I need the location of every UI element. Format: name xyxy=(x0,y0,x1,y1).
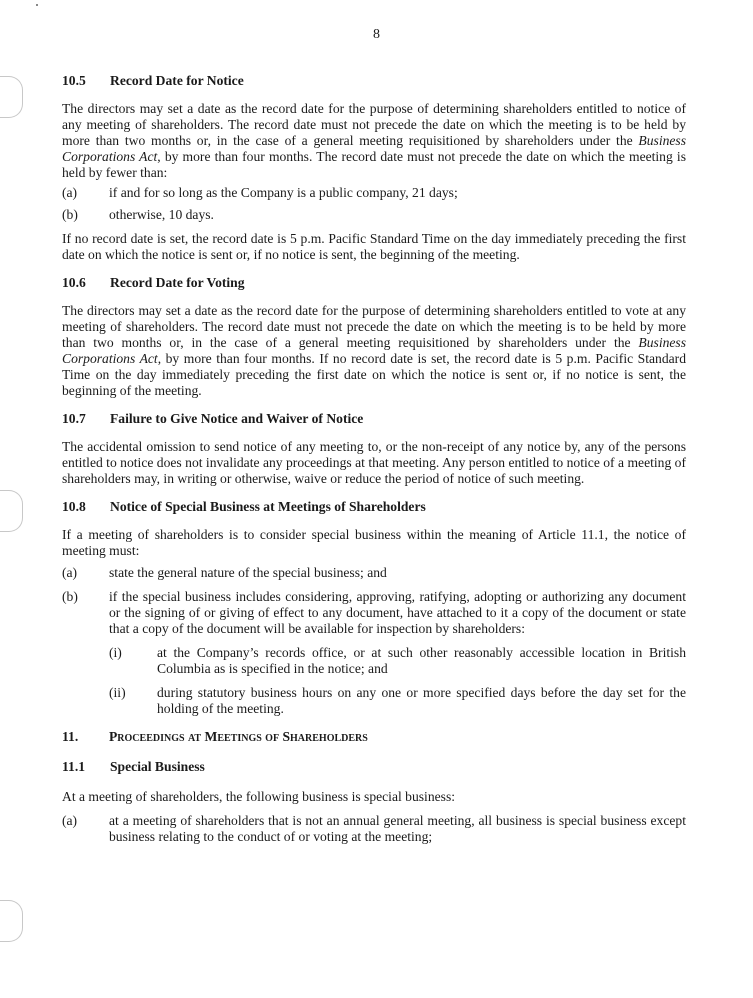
list-label: (b) xyxy=(62,589,78,604)
paragraph xyxy=(62,101,686,181)
section-number: 11.1 xyxy=(62,759,86,774)
article-title: Proceedings at Meetings of Shareholders xyxy=(109,729,368,744)
section-title: Special Business xyxy=(110,759,205,774)
list-item xyxy=(62,207,686,223)
binder-hole-mark xyxy=(0,900,23,942)
scan-speck xyxy=(36,4,38,6)
section-number: 10.7 xyxy=(62,411,86,426)
section-heading-10-6 xyxy=(62,275,686,293)
list-item xyxy=(62,185,686,201)
paragraph-text: , by more than four months. If no record date is set, the record date is 5 p.m. Pacific Standard Time on the day immediately preceding the first date on which the notice is sent or, if no notice is sent, the beginning of the meeting. xyxy=(62,351,686,398)
section-title: Record Date for Notice xyxy=(110,73,244,88)
list-label: (a) xyxy=(62,185,78,200)
list-text: if and for so long as the Company is a public company, 21 days; xyxy=(109,185,458,200)
list-item xyxy=(62,813,686,845)
section-heading-10-7 xyxy=(62,411,686,429)
paragraph-text: The directors may set a date as the record date for the purpose of determining shareholders entitled to vote at any meeting of shareholders. The record date must not precede the date on which the meeting is to be held by more than two months or, in the case of a general meeting requisitioned by shareholders under the xyxy=(62,303,686,350)
section-number: 10.5 xyxy=(62,73,86,88)
list-text: if the special business includes considering, approving, ratifying, adopting or authorizing any document or the signing of or giving of effect to any document, have attached to it a copy of the document or state that a copy of the document will be available for inspection by shareholders: xyxy=(109,589,686,636)
page-number: 8 xyxy=(373,27,380,42)
paragraph-text: , by more than four months. The record date must not precede the date on which the meeting is held by fewer than: xyxy=(62,149,686,180)
paragraph: The accidental omission to send notice of any meeting to, or the non-receipt of any notice by, any of the persons entitled to notice does not invalidate any proceedings at that meeting. Any person entitled to notice of a meeting of shareholders may, in writing or otherwise, waive or reduce the period of notice of such meeting. xyxy=(62,439,686,486)
paragraph: At a meeting of shareholders, the following business is special business: xyxy=(62,789,456,804)
section-title: Notice of Special Business at Meetings of Shareholders xyxy=(110,499,426,514)
binder-hole-mark xyxy=(0,490,23,532)
section-heading-11-1 xyxy=(62,759,686,777)
list-text: state the general nature of the special business; and xyxy=(109,565,387,580)
section-title: Failure to Give Notice and Waiver of Notice xyxy=(110,411,364,426)
list-label: (b) xyxy=(62,207,78,222)
list-text: at the Company’s records office, or at such other reasonably accessible location in British Columbia as is specified in the notice; and xyxy=(157,645,686,676)
article-number: 11. xyxy=(62,729,79,744)
list-text: otherwise, 10 days. xyxy=(109,207,214,222)
list-item xyxy=(62,589,686,637)
paragraph-text: The directors may set a date as the record date for the purpose of determining shareholders entitled to notice of any meeting of shareholders. The record date must not precede the date on which the meeting is to be held by more than two months or, in the case of a general meeting requisitioned by shareholders under the xyxy=(62,101,686,148)
paragraph: If a meeting of shareholders is to consider special business within the meaning of Article 11.1, the notice of meeting must: xyxy=(62,527,686,558)
document-body xyxy=(62,73,686,851)
paragraph xyxy=(62,303,686,399)
section-number: 10.6 xyxy=(62,275,86,290)
list-label: (ii) xyxy=(109,685,126,700)
list-label: (i) xyxy=(109,645,122,660)
section-number: 10.8 xyxy=(62,499,86,514)
list-label: (a) xyxy=(62,565,78,580)
article-heading-11 xyxy=(62,729,686,747)
section-heading-10-8 xyxy=(62,499,686,517)
section-heading-10-5 xyxy=(62,73,686,91)
list-label: (a) xyxy=(62,813,78,828)
sub-list-item xyxy=(109,685,686,717)
act-name: Business Corporations Act xyxy=(62,335,686,366)
list-text: during statutory business hours on any one or more specified days before the day set for the holding of the meeting. xyxy=(157,685,686,716)
act-name: Business Corporations Act xyxy=(62,133,686,164)
paragraph: If no record date is set, the record date is 5 p.m. Pacific Standard Time on the day immediately preceding the first date on which the notice is sent or, if no notice is sent, the beginning of the meeting. xyxy=(62,231,686,262)
binder-hole-mark xyxy=(0,76,23,118)
list-text: at a meeting of shareholders that is not an annual general meeting, all business is special business except business relating to the conduct of or voting at the meeting; xyxy=(109,813,686,844)
list-item xyxy=(62,565,686,581)
sub-list-item xyxy=(109,645,686,677)
section-title: Record Date for Voting xyxy=(110,275,245,290)
